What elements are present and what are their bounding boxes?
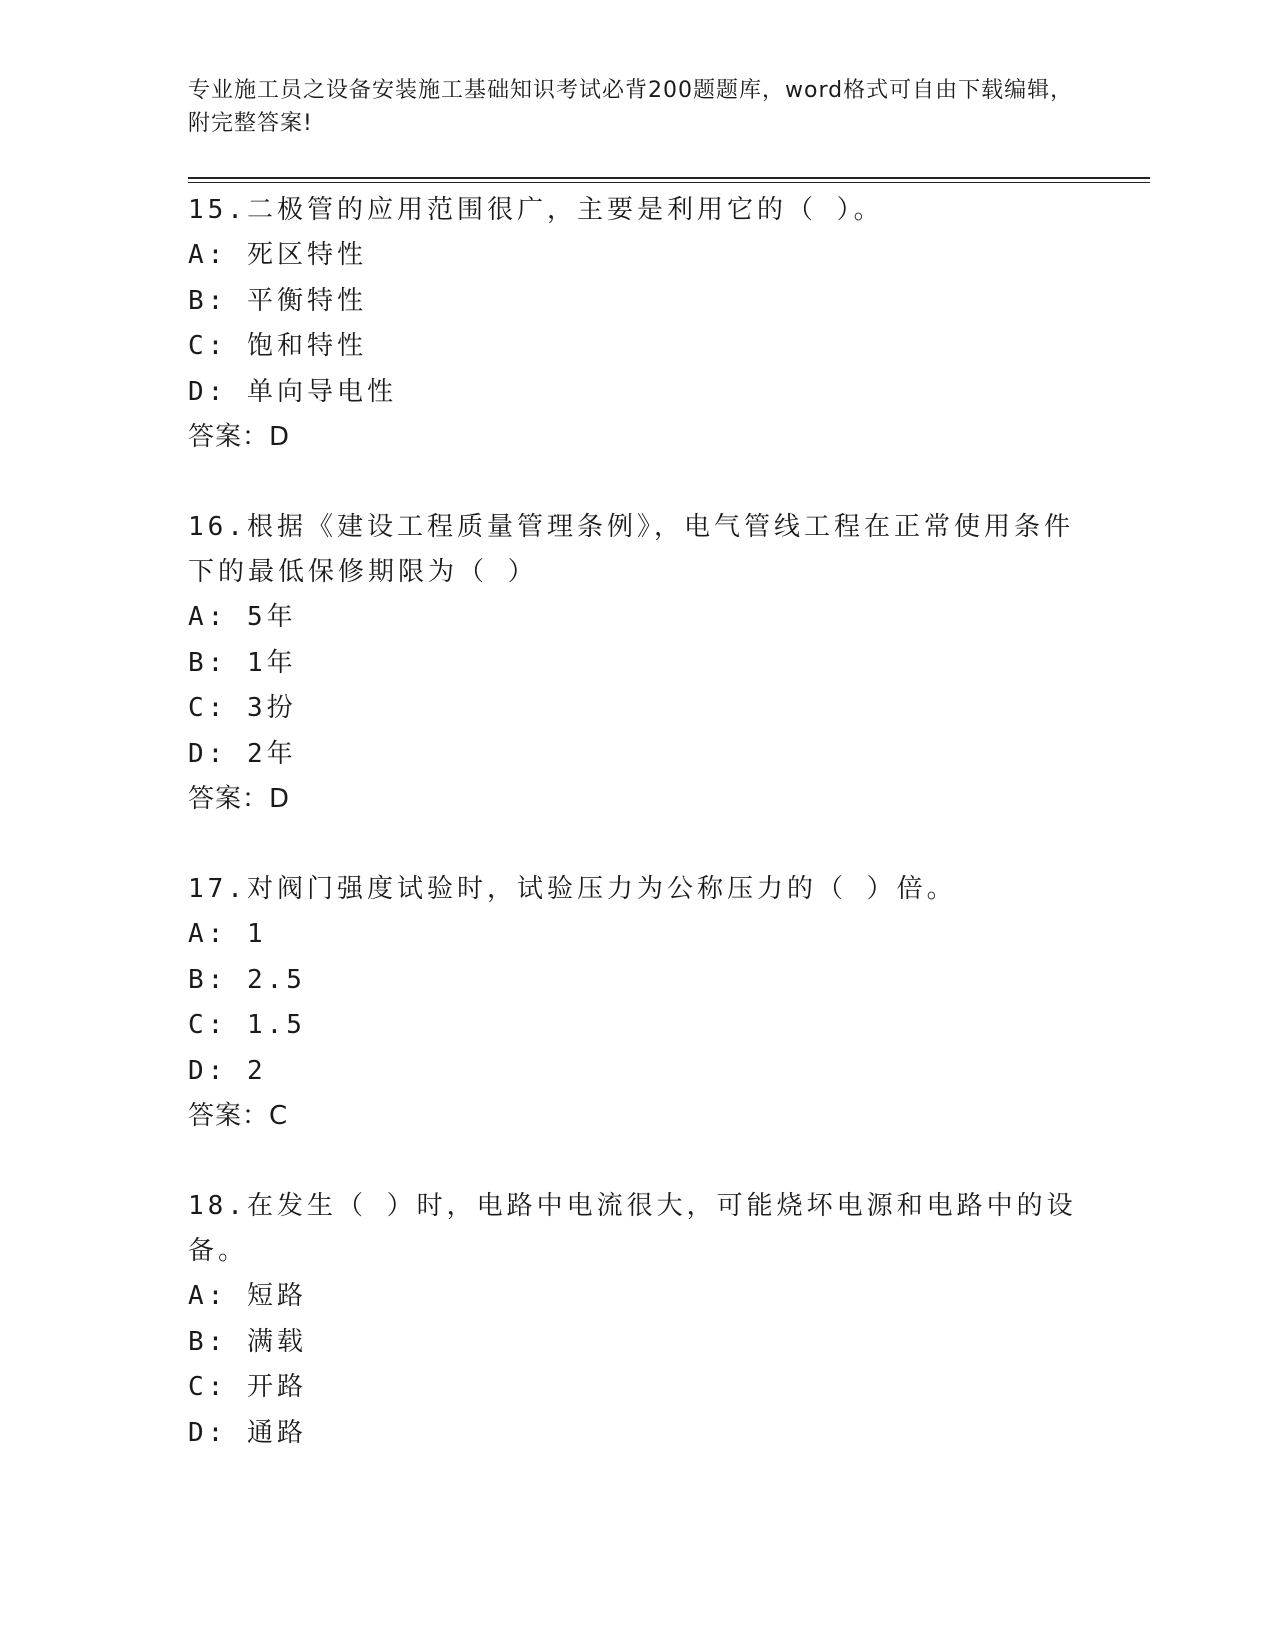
option-c: C: 开路 [188, 1372, 307, 1402]
header-divider-thick [188, 177, 1150, 179]
option-b: B: 平衡特性 [188, 285, 367, 316]
option-b: B: 满载 [188, 1326, 307, 1357]
option-d: D: 单向导电性 [188, 376, 397, 407]
question-text: 18.在发生（ ）时，电路中电流很大，可能烧坏电源和电路中的设备。 [188, 1191, 1077, 1266]
option-a: A: 短路 [188, 1281, 307, 1311]
option-b: B: 1年 [188, 647, 297, 678]
question-17 [188, 867, 1088, 1139]
question-text: 16.根据《建设工程质量管理条例》，电气管线工程在正常使用条件下的最低保修期限为（ ） [188, 512, 1074, 587]
document-header-title: 专业施工员之设备安装施工基础知识考试必背200题题库，word格式可自由下载编辑，附完整答案! [188, 78, 1074, 136]
option-d: D: 2 [188, 1055, 267, 1086]
question-text: 17.对阀门强度试验时，试验压力为公称压力的（ ）倍。 [188, 874, 957, 904]
answer-label: 答案：C [188, 1101, 289, 1131]
option-d: D: 2年 [188, 738, 297, 769]
option-c: C: 饱和特性 [188, 331, 367, 361]
answer-label: 答案：D [188, 422, 291, 452]
question-list [188, 188, 1088, 1501]
question-18 [188, 1184, 1088, 1456]
option-d: D: 通路 [188, 1417, 307, 1448]
option-c: C: 3扮 [188, 693, 297, 723]
answer-label: 答案：D [188, 784, 291, 814]
option-c: C: 1.5 [188, 1010, 306, 1040]
header-divider-thin [188, 182, 1150, 183]
question-15 [188, 188, 1088, 460]
option-a: A: 5年 [188, 602, 297, 632]
option-a: A: 死区特性 [188, 240, 367, 270]
question-16 [188, 505, 1088, 822]
question-text: 15.二极管的应用范围很广，主要是利用它的（ ）。 [188, 195, 884, 225]
option-a: A: 1 [188, 919, 267, 949]
option-b: B: 2.5 [188, 964, 306, 995]
